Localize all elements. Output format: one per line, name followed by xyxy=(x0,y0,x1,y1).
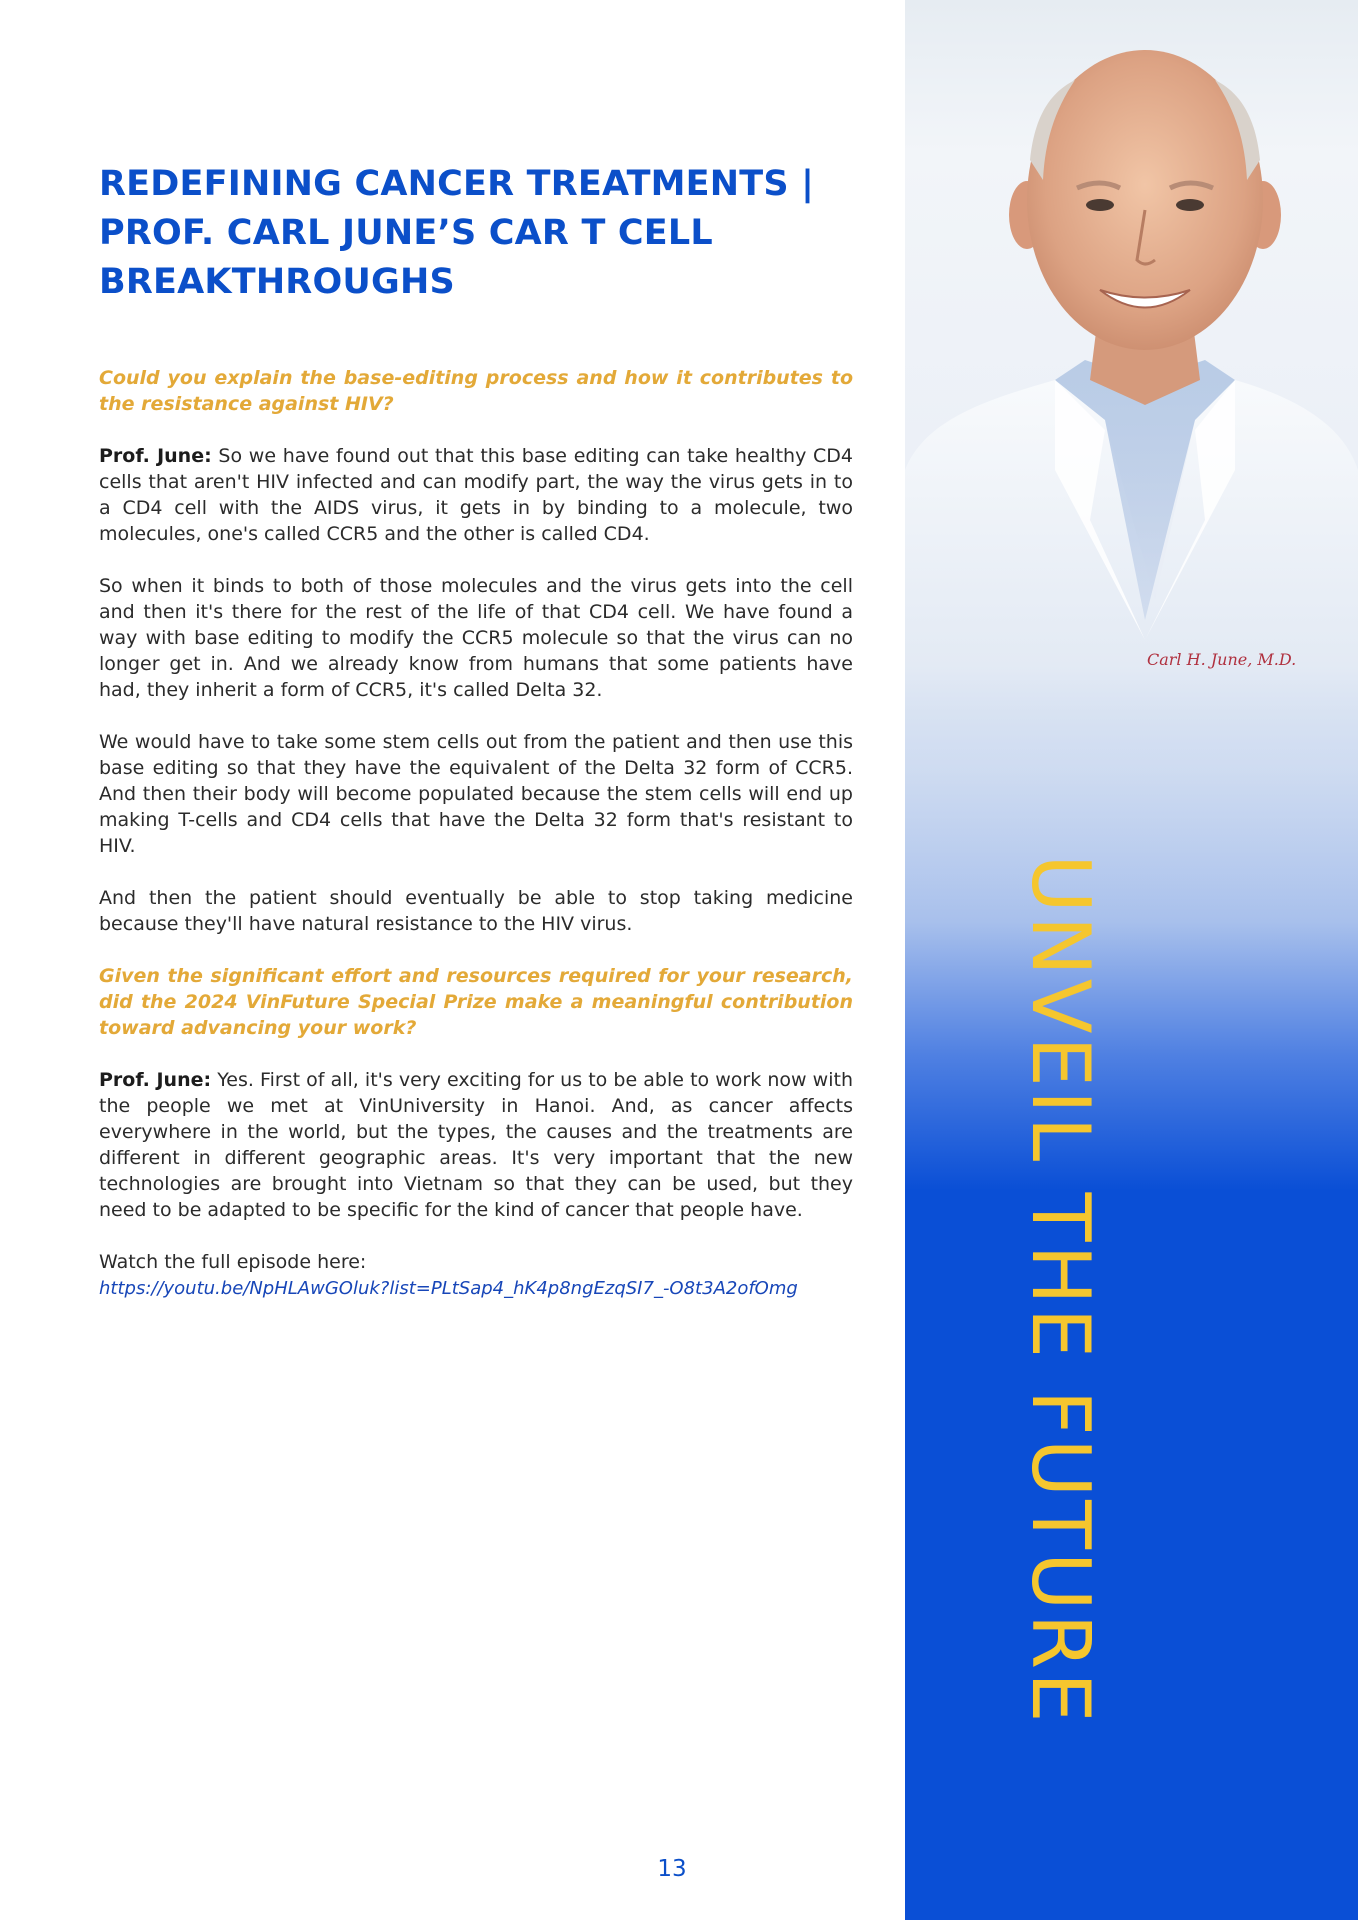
article xyxy=(99,160,853,1302)
title-line: REDEFINING CANCER TREATMENTS | xyxy=(99,164,815,204)
interview-answer xyxy=(99,1067,853,1223)
portrait-image xyxy=(905,0,1358,900)
interview-question: Given the significant effort and resources required for your research, did the 2024 VinFuture Special Prize make a meaningful contribution toward advancing your work? xyxy=(99,965,853,1039)
answer-paragraph: So when it binds to both of those molecules and the virus gets into the cell and then it's there for the rest of the life of that CD4 cell. We have found a way with base editing to modify the CCR5 molecule so that the virus can no longer get in. And we already know from humans that some patients have had, they inherit a form of CCR5, it's called Delta 32. xyxy=(99,575,853,701)
answer-paragraph: And then the patient should eventually be able to stop taking medicine because they'll have natural resistance to the HIV virus. xyxy=(99,887,853,935)
watch-episode xyxy=(99,1249,853,1302)
answer-text: Yes. First of all, it's very exciting for us to be able to work now with the people we met at VinUniversity in Hanoi. And, as cancer affects everywhere in the world, but the types, the causes and the treatments are different in different geographic areas. It's very important that the new technologies are brought into Vietnam so that they can be used, but they need to be adapted to be specific for the kind of cancer that people have. xyxy=(99,1069,853,1221)
title-line: PROF. CARL JUNE’S CAR T CELL xyxy=(99,213,713,253)
vertical-slogan: UNVEIL THE FUTURE xyxy=(1014,854,1107,1726)
page-number: 13 xyxy=(657,1856,687,1882)
title-line: BREAKTHROUGHS xyxy=(99,262,455,302)
episode-link[interactable]: https://youtu.be/NpHLAwGOluk?list=PLtSap4_hK4p8ngEzqSI7_-O8t3A2ofOmg xyxy=(99,1278,798,1299)
watch-label: Watch the full episode here: xyxy=(99,1251,367,1273)
interview-answer xyxy=(99,443,853,547)
speaker-label: Prof. June: xyxy=(99,445,212,467)
answer-text: So we have found out that this base editing can take healthy CD4 cells that aren't HIV infected and can modify part, the way the virus gets in to a CD4 cell with the AIDS virus, it gets in by binding to a molecule, two molecules, one's called CCR5 and the other is called CD4. xyxy=(99,445,854,545)
side-panel xyxy=(905,0,1358,1920)
speaker-label: Prof. June: xyxy=(99,1069,212,1091)
answer-paragraph: We would have to take some stem cells out from the patient and then use this base editing so that they have the equivalent of the Delta 32 form of CCR5. And then their body will become populated because the stem cells will end up making T-cells and CD4 cells that have the Delta 32 form that's resistant to HIV. xyxy=(99,731,853,857)
coat-signature: Carl H. June, M.D. xyxy=(1147,650,1297,669)
article-body xyxy=(99,365,853,1302)
article-title xyxy=(99,160,853,307)
interview-question: Could you explain the base-editing process and how it contributes to the resistance against HIV? xyxy=(99,367,853,415)
